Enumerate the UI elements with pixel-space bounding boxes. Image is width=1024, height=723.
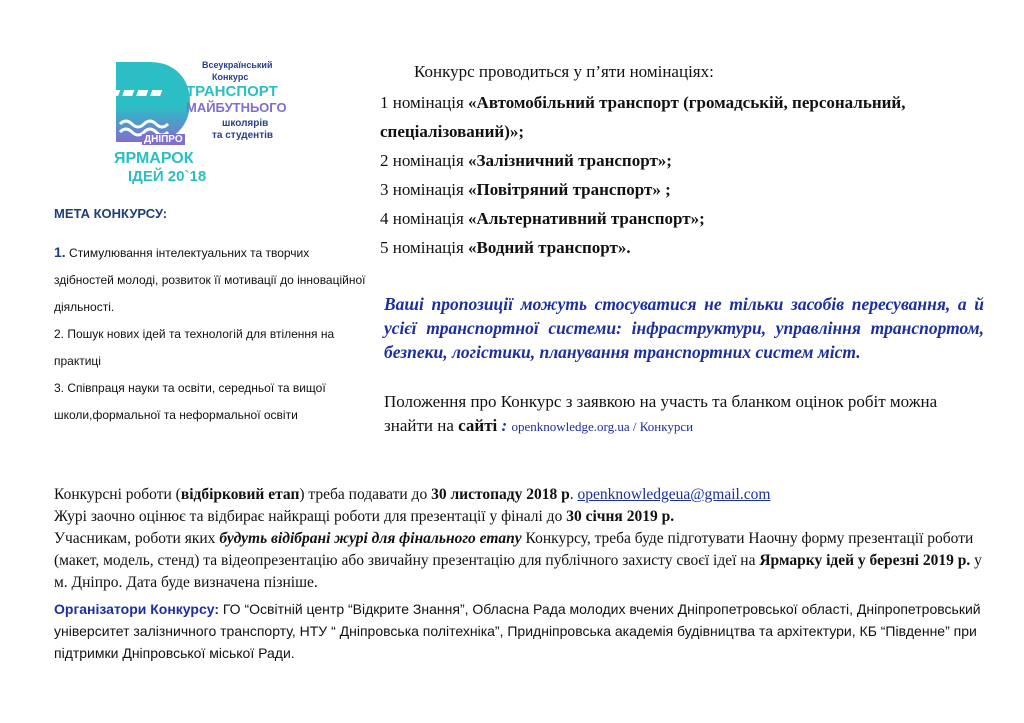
regulation-text [384,390,984,439]
submission-info [54,484,984,594]
logo-ideas: ІДЕЙ 20`18 [128,168,207,185]
nomination-prefix: 4 номінація [380,209,469,228]
text-segment: Учасникам, роботи яких [54,530,220,547]
nomination-item-3 [380,175,980,204]
proposal-text: Ваші пропозиції можуть стосуватися не тільки засобів пересування, а й усієї транспортної системи: інфраструктури, управління транспортом, безпеки, логістики, планування транспортних систем міст. [384,294,984,362]
regulation-site-label: сайті [458,416,498,435]
logo-dnipro: ДНІПРО [144,134,183,145]
goal-item-1-number: 1. [54,244,66,260]
nomination-name: «Водний транспорт». [468,238,631,257]
nomination-name: «Альтернативний транспорт»; [468,209,705,228]
logo-future: МАЙБУТНЬОГО [186,100,287,115]
submission-deadline: 30 листопаду 2018 р [431,486,570,503]
goal-item-2: 2. Пошук нових ідей та технологій для втілення на практиці [54,327,335,368]
logo-students: та студентів [212,130,274,141]
website-link[interactable]: openknowledge.org.ua / Конкурси [511,419,694,434]
text-segment: ) треба подавати до [299,486,432,503]
text-segment: у м. Дніпро. Дата буде визначена пізніше. [54,552,982,591]
nomination-item-1 [380,88,980,146]
goal-item-1-text: Стимулювання інтелектуальних та творчих здібностей молоді, розвиток її мотивації до інноваційної діяльності. [54,246,366,314]
nomination-prefix: 2 номінація [380,151,469,170]
jury-line [54,506,984,528]
goal-title: МЕТА КОНКУРСУ: [54,206,168,221]
nominations-intro: Конкурс проводиться у п’яти номінаціях: [414,62,714,81]
regulation-colon: : [497,416,512,435]
goal-item-3: 3. Співпраця науки та освіти, середньої та вищої школи,формальної та неформальної освіти [54,381,326,422]
email-link[interactable]: openknowledgeua@gmail.com [577,486,771,503]
logo-line2: Конкурс [212,72,249,82]
logo-pupils: школярів [222,118,269,129]
submission-deadline-line [54,484,984,506]
organizers-label: Організатори Конкурсу: [54,601,219,617]
nominations-section [380,62,980,262]
organizers-section [54,598,984,664]
jury-deadline: 30 січня 2019 р. [566,508,675,525]
text-segment: Конкурсу, треба буде підготувати Наочну форму презентації роботи (макет, модель, стенд) та відеопрезентацію або звичайну презентацію для публічного захисту своєї ідеї на [54,530,974,569]
text-segment: . [569,486,578,503]
regulation-body: Положення про Конкурс з заявкою на участь та бланком оцінок робіт можна знайти на [384,392,938,435]
nomination-name: «Залізничний транспорт»; [468,151,672,170]
goal-section [54,206,370,429]
contest-logo [112,58,322,188]
nomination-prefix: 1 номінація [380,93,469,112]
organizers-text: ГО “Освітній центр “Відкрите Знання”, Обласна Рада молодих вчених Дніпропетровської області, Дніпропетровський університет залізничного транспорту, НТУ “ Дніпровська політехніка”, Придніпровська академія будівництва та архітектури, КБ “Південне” при підтримки Дніпровської міської Ради. [54,601,981,661]
logo-transport: ТРАНСПОРТ [186,83,278,100]
text-segment: Журі заочно оцінює та відбирає найкращі роботи для презентації у фіналі до [54,508,567,525]
nomination-item-2 [380,146,980,175]
text-segment: Конкурсні роботи ( [54,486,181,503]
nomination-prefix: 5 номінація [380,238,469,257]
nomination-name: «Повітряний транспорт» ; [468,180,671,199]
nomination-name: «Автомобільний транспорт (громадській, персональний, спеціалізований)»; [380,93,906,141]
nomination-item-5 [380,233,980,262]
finalists-note: будуть відібрані журі для фінального етапу [219,530,522,547]
selection-stage-label: відбірковий етап [180,486,300,503]
logo-line1: Всеукраїнський [202,60,273,70]
goal-item-1 [54,239,370,321]
nomination-item-4 [380,204,980,233]
nomination-prefix: 3 номінація [380,180,469,199]
finalists-paragraph [54,528,984,594]
logo-fair: ЯРМАРОК [114,150,194,167]
fair-date: Ярмарку ідей у березні 2019 р. [759,552,971,569]
